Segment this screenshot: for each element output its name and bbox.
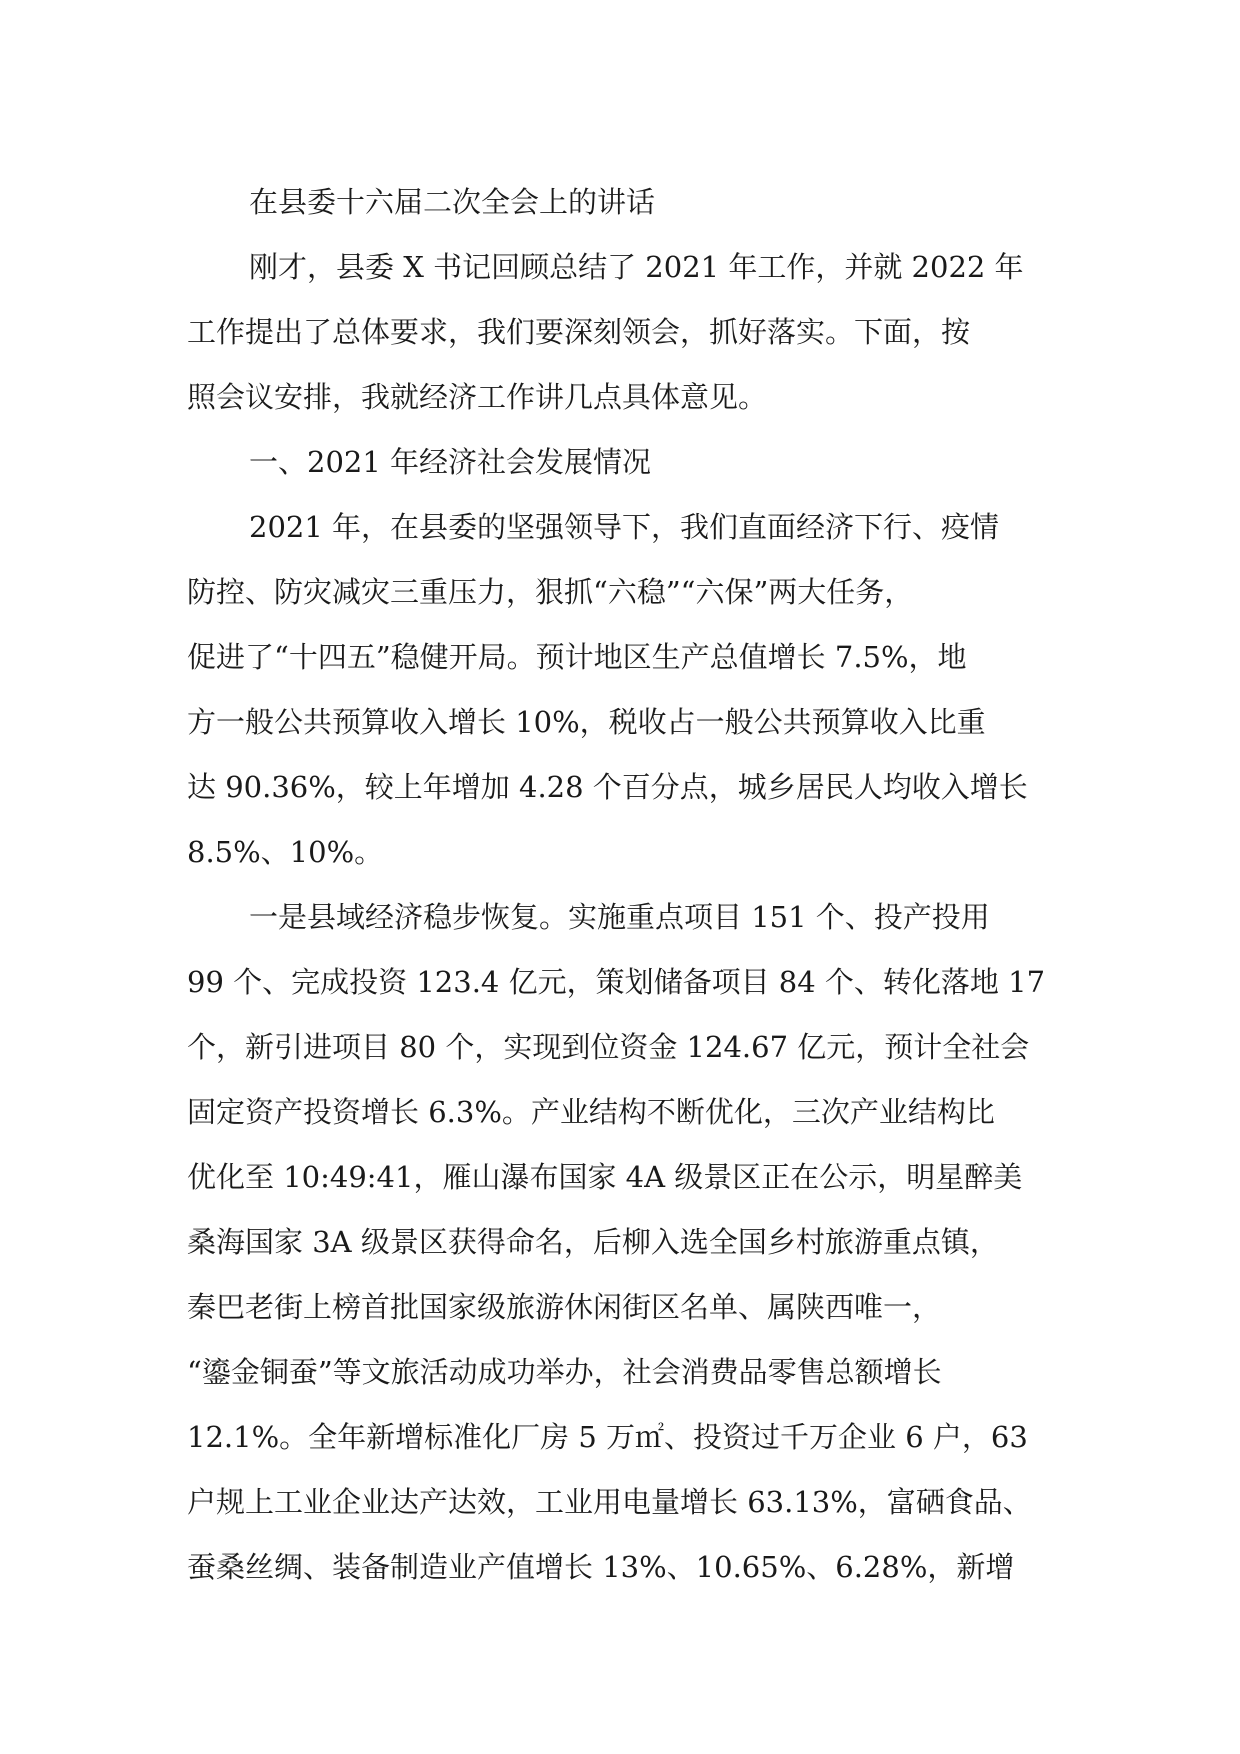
paragraph-line: 蚕桑丝绸、装备制造业产值增长 13%、10.65%、6.28%，新增: [187, 1550, 1015, 1584]
paragraph-line: 方一般公共预算收入增长 10%，税收占一般公共预算收入比重: [187, 705, 986, 739]
paragraph-line: 99 个、完成投资 123.4 亿元，策划储备项目 84 个、转化落地 17: [187, 965, 1046, 999]
paragraph-line: “鎏金铜蚕”等文旅活动成功举办，社会消费品零售总额增长: [187, 1355, 942, 1389]
paragraph-line: 户规上工业企业达产达效，工业用电量增长 63.13%，富硒食品、: [187, 1485, 1032, 1519]
paragraph-line: 一是县域经济稳步恢复。实施重点项目 151 个、投产投用: [249, 900, 990, 934]
paragraph-line: 秦巴老街上榜首批国家级旅游休闲街区名单、属陕西唯一，: [187, 1290, 942, 1324]
paragraph-line: 个，新引进项目 80 个，实现到位资金 124.67 亿元，预计全社会: [187, 1030, 1030, 1064]
paragraph-line: 桑海国家 3A 级景区获得命名，后柳入选全国乡村旅游重点镇，: [187, 1225, 999, 1259]
intro-line: 刚才，县委 X 书记回顾总结了 2021 年工作，并就 2022 年: [249, 250, 1024, 284]
paragraph-line: 12.1%。全年新增标准化厂房 5 万㎡、投资过千万企业 6 户，63: [187, 1420, 1028, 1454]
paragraph-line: 优化至 10:49:41，雁山瀑布国家 4A 级景区正在公示，明星醉美: [187, 1160, 1023, 1194]
paragraph-line: 达 90.36%，较上年增加 4.28 个百分点，城乡居民人均收入增长: [187, 770, 1028, 804]
document-title: 在县委十六届二次全会上的讲话: [249, 185, 656, 219]
intro-line: 工作提出了总体要求，我们要深刻领会，抓好落实。下面，按: [187, 315, 971, 349]
paragraph-line: 2021 年，在县委的坚强领导下，我们直面经济下行、疫情: [249, 510, 1000, 544]
document-page: [187, 170, 1057, 1600]
section-heading: 一、2021 年经济社会发展情况: [249, 445, 652, 479]
paragraph-line: 促进了“十四五”稳健开局。预计地区生产总值增长 7.5%，地: [187, 640, 967, 674]
paragraph-line: 8.5%、10%。: [187, 835, 384, 869]
paragraph-line: 防控、防灾减灾三重压力，狠抓“六稳”“六保”两大任务，: [187, 575, 914, 609]
paragraph-line: 固定资产投资增长 6.3%。产业结构不断优化，三次产业结构比: [187, 1095, 995, 1129]
intro-line: 照会议安排，我就经济工作讲几点具体意见。: [187, 380, 768, 414]
